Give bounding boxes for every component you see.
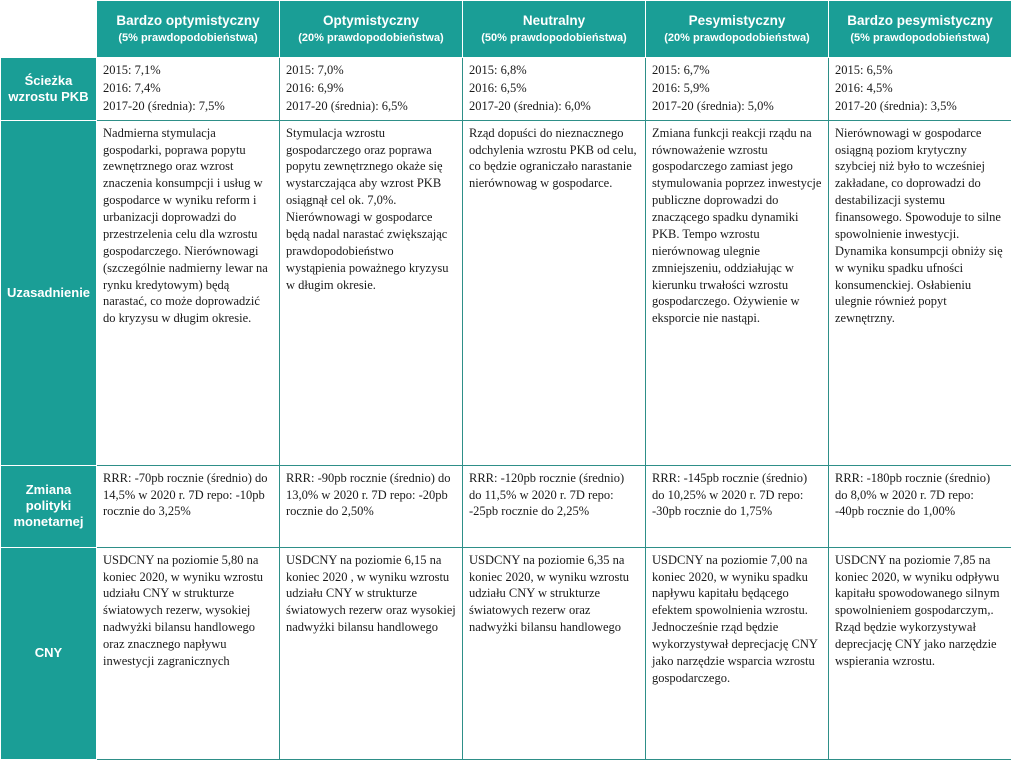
- cell-cny-scenario-5: [829, 547, 1011, 759]
- cell-gdp-scenario-1: [97, 58, 280, 121]
- cell-line: RRR: -120pb rocznie (średnio) do 11,5% w 2020 r. 7D repo: -25pb rocznie do 2,25%: [469, 470, 639, 521]
- cell-gdp-scenario-5: [829, 58, 1011, 121]
- cell-line: 2015: 6,8%: [469, 62, 639, 79]
- table-row-cny: [1, 547, 1011, 759]
- cell-cny-scenario-1: [97, 547, 280, 759]
- cell-monetary-scenario-2: [280, 465, 463, 547]
- cell-line: RRR: -70pb rocznie (średnio) do 14,5% w 2020 r. 7D repo: -10pb rocznie do 3,25%: [103, 470, 273, 521]
- cell-line: RRR: -180pb rocznie (średnio) do 8,0% w 2020 r. 7D repo: -40pb rocznie do 1,00%: [835, 470, 1005, 521]
- cell-line: 2015: 6,5%: [835, 62, 1005, 79]
- cell-cny-scenario-2: [280, 547, 463, 759]
- cell-line: 2016: 6,9%: [286, 80, 456, 97]
- cell-line: 2016: 6,5%: [469, 80, 639, 97]
- cell-line: Nierównowagi w gospodarce osiągną poziom krytyczny szybciej niż było to wcześniej zakładane, co doprowadzi do destabilizacji systemu finansowego. Spowoduje to silne spowolnienie inwestycji. Dynamika konsumpcji obniży się w wyniku spadku ufności konsumenckiej. Osłabieniu ulegnie również popyt zewnętrzny.: [835, 125, 1005, 328]
- cell-justification-scenario-4: [646, 120, 829, 465]
- cell-line: 2017-20 (średnia): 6,5%: [286, 98, 456, 115]
- cell-line: Zmiana funkcji reakcji rządu na równoważenie wzrostu gospodarczego zamiast jego stymulowania poprzez inwestycje publiczne doprowadzi do znaczącego spadku dynamiki PKB. Tempo wzrostu nierównowag ulegnie zmniejszeniu, oddziałując w kierunku trwałości wzrostu gospodarczego. Ożywienie w eksporcie nie nastąpi.: [652, 125, 822, 328]
- table-body: [1, 58, 1011, 760]
- cell-justification-scenario-3: [463, 120, 646, 465]
- table-row-gdp-path: [1, 58, 1011, 121]
- cell-line: 2015: 7,1%: [103, 62, 273, 79]
- scenario-name-1: Bardzo optymistyczny: [103, 13, 273, 29]
- scenario-probability-2: (20% prawdopodobieństwa): [286, 32, 456, 45]
- table-row-monetary-policy: [1, 465, 1011, 547]
- cell-line: USDCNY na poziomie 6,15 na koniec 2020 , w wyniku wzrostu udziału CNY w strukturze światowych rezerw oraz wysokiej nadwyżki bilansu handlowego: [286, 552, 456, 636]
- cell-justification-scenario-5: [829, 120, 1011, 465]
- cell-monetary-scenario-5: [829, 465, 1011, 547]
- cell-monetary-scenario-3: [463, 465, 646, 547]
- cell-line: Nadmierna stymulacja gospodarki, poprawa popytu zewnętrznego oraz wzrost znaczenia konsumpcji i usług w gospodarce w wyniku reform i urbanizacji doprowadzi do przestrzelenia celu dla wzrostu gospodarczego. Nierównowagi (szczególnie nadmierny lewar na rynku kredytowym) będą narastać, co może doprowadzić do kryzysu w długim okresie.: [103, 125, 273, 328]
- cell-line: Stymulacja wzrostu gospodarczego oraz poprawa popytu zewnętrznego okaże się wystarczająca aby wzrost PKB osiągnął cel ok. 7,0%. Nierównowagi w gospodarce będą nadal narastać zwiększając prawdopodobieństwo wystąpienia poważnego kryzysu w długim okresie.: [286, 125, 456, 294]
- scenario-name-4: Pesymistyczny: [652, 13, 822, 29]
- cell-line: 2015: 7,0%: [286, 62, 456, 79]
- cell-cny-scenario-4: [646, 547, 829, 759]
- cell-monetary-scenario-1: [97, 465, 280, 547]
- cell-line: 2016: 5,9%: [652, 80, 822, 97]
- cell-line: 2017-20 (średnia): 3,5%: [835, 98, 1005, 115]
- scenario-probability-5: (5% prawdopodobieństwa): [835, 32, 1005, 45]
- cell-gdp-scenario-3: [463, 58, 646, 121]
- scenario-probability-4: (20% prawdopodobieństwa): [652, 32, 822, 45]
- cell-line: RRR: -90pb rocznie (średnio) do 13,0% w 2020 r. 7D repo: -20pb rocznie do 2,50%: [286, 470, 456, 521]
- cell-cny-scenario-3: [463, 547, 646, 759]
- scenario-probability-1: (5% prawdopodobieństwa): [103, 32, 273, 45]
- row-header-cny: CNY: [1, 547, 97, 759]
- cell-justification-scenario-2: [280, 120, 463, 465]
- column-header-scenario-2: [280, 1, 463, 58]
- column-header-scenario-1: [97, 1, 280, 58]
- scenario-name-3: Neutralny: [469, 13, 639, 29]
- table-corner-cell: [1, 1, 97, 58]
- cell-line: USDCNY na poziomie 7,00 na koniec 2020, w wyniku spadku napływu kapitału będącego efektem spowolnienia wzrostu. Jednocześnie rząd będzie wykorzystywał deprecjację CNY jako narzędzie wsparcia wzrostu gospodarczego.: [652, 552, 822, 687]
- scenario-name-5: Bardzo pesymistyczny: [835, 13, 1005, 29]
- column-header-scenario-5: [829, 1, 1011, 58]
- cell-monetary-scenario-4: [646, 465, 829, 547]
- cell-line: 2015: 6,7%: [652, 62, 822, 79]
- row-header-gdp-path: Ścieżka wzrostu PKB: [1, 58, 97, 121]
- scenario-name-2: Optymistyczny: [286, 13, 456, 29]
- table-row-justification: [1, 120, 1011, 465]
- cell-line: 2016: 7,4%: [103, 80, 273, 97]
- cell-line: USDCNY na poziomie 6,35 na koniec 2020, w wyniku wzrostu udziału CNY w strukturze światowych rezerw oraz nadwyżki bilansu handlowego: [469, 552, 639, 636]
- row-header-justification: Uzasadnienie: [1, 120, 97, 465]
- cell-line: USDCNY na poziomie 5,80 na koniec 2020, w wyniku wzrostu udziału CNY w strukturze światowych rezerw, wysokiej nadwyżki bilansu handlowego oraz znacznego napływu inwestycji zagranicznych: [103, 552, 273, 670]
- scenario-probability-3: (50% prawdopodobieństwa): [469, 32, 639, 45]
- cell-gdp-scenario-4: [646, 58, 829, 121]
- cell-line: Rząd dopuści do nieznacznego odchylenia wzrostu PKB od celu, co będzie ograniczało narastanie nierównowag w gospodarce.: [469, 125, 639, 193]
- cell-line: 2016: 4,5%: [835, 80, 1005, 97]
- cell-line: 2017-20 (średnia): 5,0%: [652, 98, 822, 115]
- cell-line: 2017-20 (średnia): 7,5%: [103, 98, 273, 115]
- column-header-scenario-3: [463, 1, 646, 58]
- header-row: [1, 1, 1011, 58]
- cell-gdp-scenario-2: [280, 58, 463, 121]
- cell-justification-scenario-1: [97, 120, 280, 465]
- cell-line: 2017-20 (średnia): 6,0%: [469, 98, 639, 115]
- cell-line: USDCNY na poziomie 7,85 na koniec 2020, w wyniku odpływu kapitału spowodowanego silnym spowolnieniem gospodarczym,. Rząd będzie wykorzystywał deprecjację CNY jako narzędzie wspierania wzrostu.: [835, 552, 1005, 670]
- table-header: [1, 1, 1011, 58]
- cell-line: RRR: -145pb rocznie (średnio) do 10,25% w 2020 r. 7D repo: -30pb rocznie do 1,75%: [652, 470, 822, 521]
- column-header-scenario-4: [646, 1, 829, 58]
- row-header-monetary-policy: Zmiana polityki monetarnej: [1, 465, 97, 547]
